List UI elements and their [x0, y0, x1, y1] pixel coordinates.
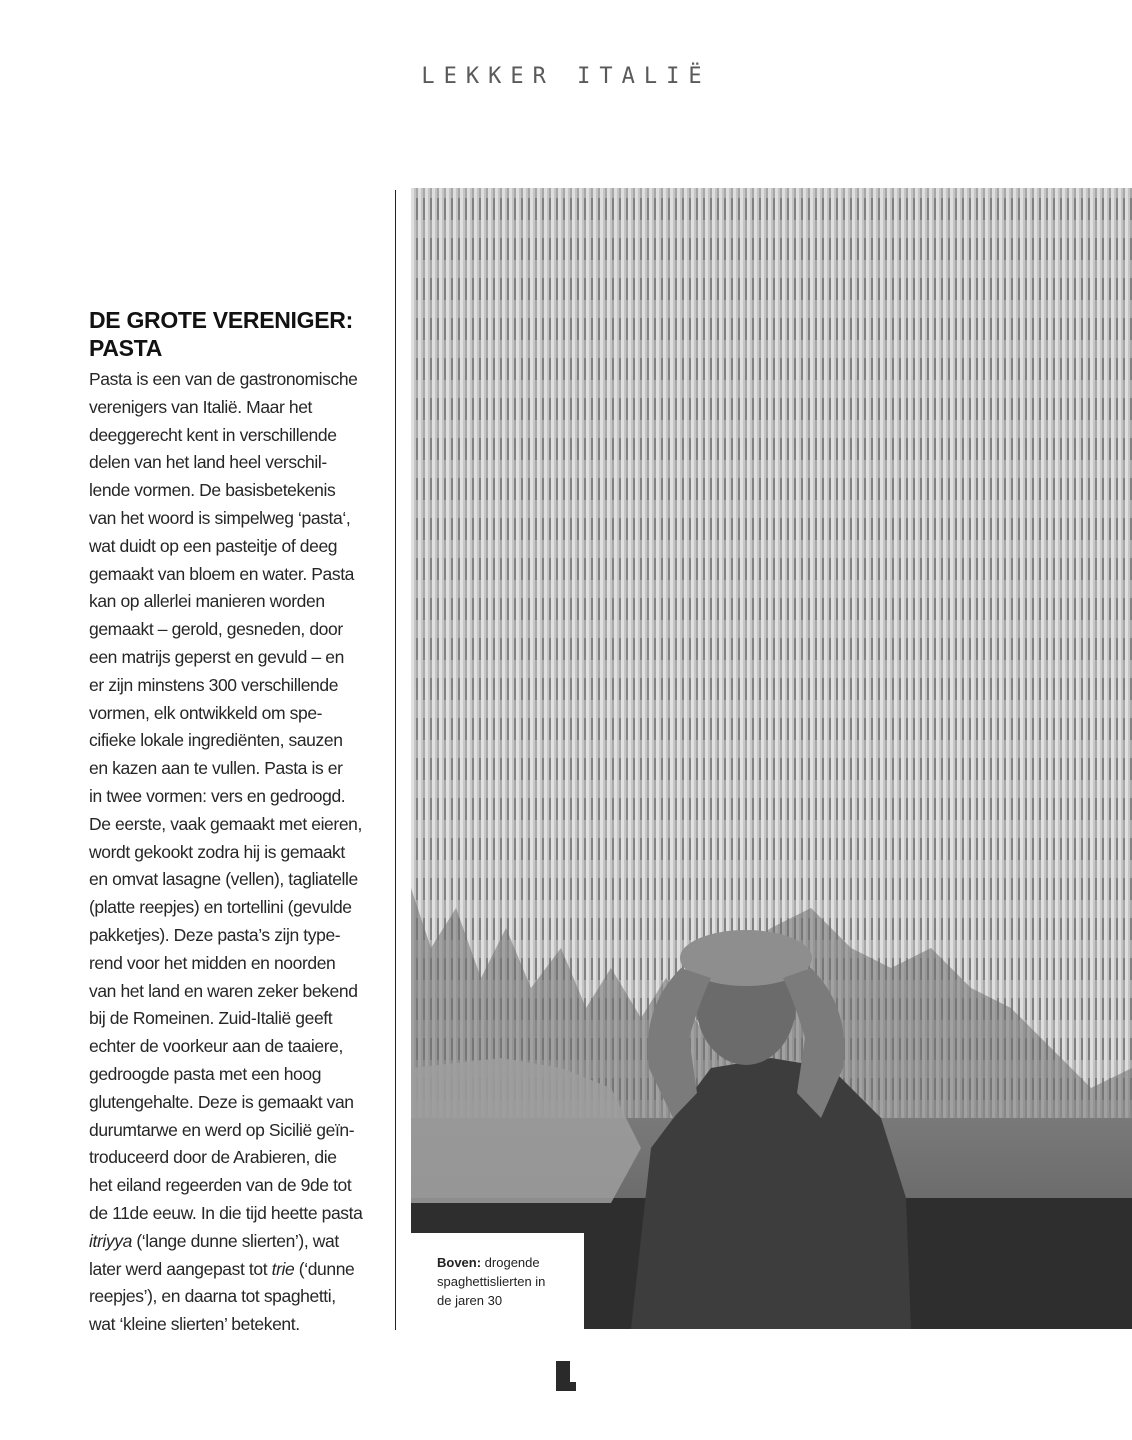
body-line: bij de Romeinen. Zuid-Italië geeft	[89, 1008, 333, 1029]
body-line: en kazen aan te vullen. Pasta is er	[89, 758, 343, 779]
body-line-post: (‘dunne	[294, 1258, 355, 1279]
body-line: gemaakt – gerold, gesneden, door	[89, 619, 343, 640]
caption-label: Boven:	[437, 1255, 482, 1270]
caption-line	[437, 1253, 577, 1272]
page-marker	[556, 1361, 570, 1391]
body-line: en omvat lasagne (vellen), tagliatelle	[89, 869, 358, 890]
body-line: deeggerecht kent in verschillende	[89, 424, 337, 445]
body-line: een matrijs geperst en gevuld – en	[89, 646, 344, 667]
body-line: echter de voorkeur aan de taaiere,	[89, 1036, 343, 1057]
body-line: pakketjes). Deze pasta’s zijn type-	[89, 924, 341, 945]
article-column	[89, 306, 379, 1339]
body-line: in twee vormen: vers en gedroogd.	[89, 785, 346, 806]
body-line: gedroogde pasta met een hoog	[89, 1063, 322, 1084]
caption-line: de jaren 30	[437, 1293, 503, 1308]
body-line: vormen, elk ontwikkeld om spe-	[89, 702, 323, 723]
body-line	[89, 1256, 379, 1284]
body-line: (platte reepjes) en tortellini (gevulde	[89, 897, 352, 918]
headline-line: DE GROTE VERENIGER:	[89, 307, 353, 333]
body-line: wat ‘kleine slierten’ betekent.	[89, 1314, 300, 1335]
column-divider	[395, 190, 396, 1330]
body-italic-word: itriyya	[89, 1230, 132, 1251]
body-line-rest: (‘lange dunne slierten’), wat	[131, 1230, 339, 1251]
body-line: reepjes’), en daarna tot spaghetti,	[89, 1286, 336, 1307]
body-line: kan op allerlei manieren worden	[89, 591, 325, 612]
body-line: gemaakt van bloem en water. Pasta	[89, 563, 355, 584]
body-line: van het woord is simpelweg ‘pasta‘,	[89, 507, 351, 528]
article-body	[89, 366, 379, 1339]
pasta-drying-photo	[411, 188, 1132, 1329]
body-line: het eiland regeerden van de 9de tot	[89, 1175, 352, 1196]
body-line: lende vormen. De basisbetekenis	[89, 480, 336, 501]
body-line: rend voor het midden en noorden	[89, 952, 336, 973]
body-line: glutengehalte. Deze is gemaakt van	[89, 1091, 354, 1112]
body-line: durumtarwe en werd op Sicilië geïn-	[89, 1119, 355, 1140]
article-headline	[89, 306, 379, 362]
body-italic-word: trie	[271, 1258, 295, 1279]
photo-caption	[437, 1253, 577, 1310]
body-line-pre: later werd aangepast tot	[89, 1258, 272, 1279]
body-line: Pasta is een van de gastronomische	[89, 369, 358, 389]
body-line: cifieke lokale ingrediënten, sauzen	[89, 730, 343, 751]
body-line: er zijn minstens 300 verschillende	[89, 674, 339, 695]
headline-line: PASTA	[89, 335, 163, 361]
body-line: de 11de eeuw. In die tijd heette pasta	[89, 1202, 363, 1223]
body-line: delen van het land heel verschil-	[89, 452, 327, 473]
body-line: van het land en waren zeker bekend	[89, 980, 358, 1001]
body-line: wordt gekookt zodra hij is gemaakt	[89, 841, 345, 862]
caption-text: drogende	[481, 1255, 540, 1270]
body-line: wat duidt op een pasteitje of deeg	[89, 535, 338, 556]
body-line: De eerste, vaak gemaakt met eieren,	[89, 813, 362, 834]
body-line: verenigers van Italië. Maar het	[89, 396, 312, 417]
body-line	[89, 1228, 379, 1256]
running-head: LEKKER ITALIË	[421, 64, 711, 89]
photo-illustration	[411, 188, 1132, 1329]
caption-line: spaghettislierten in	[437, 1274, 546, 1289]
body-line: troduceerd door de Arabieren, die	[89, 1147, 337, 1168]
